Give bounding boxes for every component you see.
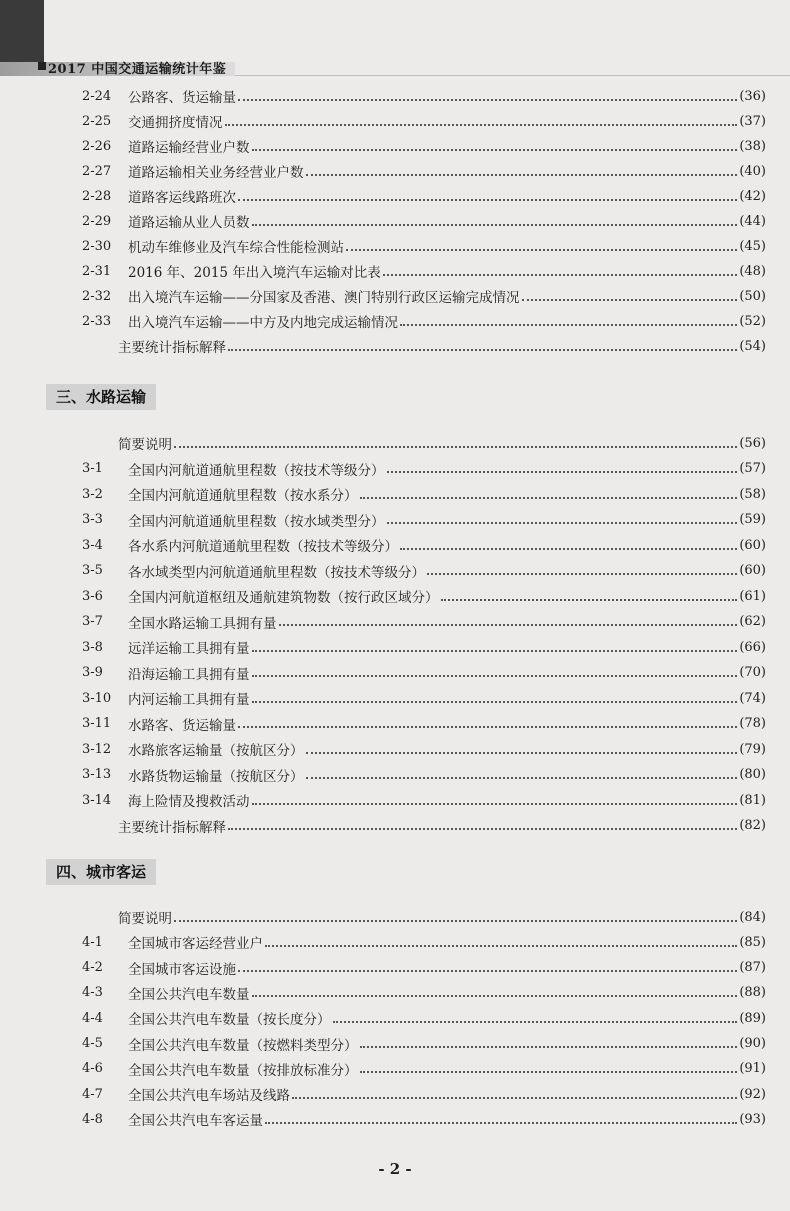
toc-entry[interactable] [82, 1007, 766, 1029]
toc-entry-title: 出入境汽车运输——分国家及香港、澳门特别行政区运输完成情况 [128, 290, 520, 306]
toc-entry[interactable] [82, 1083, 766, 1105]
toc-entry-number: 2-33 [82, 313, 112, 329]
dot-leader [265, 1121, 737, 1124]
toc-entry-title: 全国水路运输工具拥有量 [128, 615, 277, 632]
toc-entry-page: (42) [739, 188, 766, 204]
toc-entry-number: 2-27 [82, 163, 112, 179]
toc-entry[interactable] [82, 1033, 766, 1055]
toc-entry-page: (59) [739, 512, 766, 527]
toc-entry-page: (89) [739, 1010, 766, 1026]
toc-entry-page: (52) [739, 313, 766, 329]
toc-entry-title: 道路运输经营业户数 [128, 140, 250, 156]
toc-entry-title: 全国城市客运设施 [128, 961, 236, 978]
toc-entry-title: 全国内河航道通航里程数（按水域类型分） [128, 513, 385, 530]
toc-entry[interactable] [82, 713, 766, 735]
toc-entry-page: (62) [739, 614, 766, 629]
toc-entry[interactable] [82, 687, 766, 709]
toc-entry-number: 3-13 [82, 767, 112, 782]
toc-entry-title: 简要说明 [118, 437, 172, 453]
toc-entry-number: 2-29 [82, 213, 112, 229]
toc-entry-number: 3-8 [82, 639, 103, 655]
toc-entry[interactable] [82, 235, 766, 257]
toc-entry-title: 全国公共汽电车数量（按长度分） [128, 1012, 331, 1029]
toc-entry[interactable] [82, 662, 766, 684]
toc-entry-title: 交通拥挤度情况 [128, 115, 223, 131]
dot-leader [306, 776, 738, 779]
toc-entry-title: 全国公共汽电车数量（按燃料类型分） [128, 1037, 358, 1054]
toc-entry[interactable] [82, 483, 766, 505]
toc-entry[interactable] [82, 210, 766, 232]
dot-leader [360, 1070, 738, 1073]
toc-entry-title: 公路客、货运输量 [128, 90, 236, 106]
toc-entry-number: 2-28 [82, 188, 112, 204]
toc-entry-page: (74) [739, 690, 766, 706]
toc-entry-number: 3-3 [82, 512, 103, 527]
toc-entry-number: 2-25 [82, 113, 112, 129]
toc-entry[interactable] [82, 185, 766, 207]
dot-leader [441, 598, 738, 601]
toc-entry[interactable] [82, 931, 766, 953]
dot-leader [228, 827, 737, 830]
dot-leader [252, 674, 738, 677]
dot-leader [522, 298, 738, 301]
toc-entry-number: 4-8 [82, 1111, 103, 1127]
toc-entry-title: 各水域类型内河航道通航里程数（按技术等级分） [128, 564, 425, 581]
toc-entry-number: 3-2 [82, 486, 103, 502]
toc-entry-title: 远洋运输工具拥有量 [128, 641, 250, 657]
toc-entry-title: 各水系内河航道通航里程数（按技术等级分） [128, 539, 398, 555]
toc-entry-number: 3-6 [82, 588, 103, 604]
dot-leader [238, 198, 737, 201]
dot-leader [174, 445, 737, 448]
toc-entry[interactable] [82, 135, 766, 157]
dot-leader [427, 572, 737, 575]
toc-entry-page: (50) [739, 288, 766, 304]
toc-entry-number: 2-26 [82, 138, 112, 154]
toc-entry-title: 全国公共汽电车数量（按排放标准分） [128, 1062, 358, 1079]
toc-entry[interactable] [82, 110, 766, 132]
toc-entry[interactable] [82, 335, 766, 357]
dot-leader [387, 470, 738, 473]
dot-leader [400, 547, 737, 550]
toc-entry[interactable] [82, 85, 766, 107]
dot-leader [387, 521, 738, 524]
toc-entry-number: 3-5 [82, 563, 103, 578]
toc-entry-page: (45) [739, 238, 766, 254]
toc-entry-number: 3-4 [82, 537, 103, 553]
toc-entry[interactable] [82, 764, 766, 786]
toc-entry-page: (61) [739, 588, 766, 604]
toc-entry-number: 4-6 [82, 1061, 103, 1077]
toc-entry-page: (79) [739, 741, 766, 757]
toc-entry-title: 水路旅客运输量（按航区分） [128, 743, 304, 759]
toc-entry[interactable] [82, 1108, 766, 1130]
toc-entry-page: (66) [739, 639, 766, 655]
dot-leader [252, 700, 738, 703]
dot-leader [238, 969, 737, 972]
toc-entry-page: (70) [739, 665, 766, 680]
dot-leader [252, 649, 738, 652]
dot-leader [252, 148, 738, 151]
toc-entry-title: 全国公共汽电车数量 [128, 986, 250, 1003]
toc-entry[interactable] [82, 982, 766, 1004]
toc-entry-number: 2-24 [82, 88, 112, 104]
toc-entry-title: 海上险情及搜救活动 [128, 794, 250, 810]
toc-entry-number: 3-14 [82, 792, 112, 808]
toc-entry-page: (58) [739, 486, 766, 502]
dot-leader [306, 173, 738, 176]
dot-leader [252, 223, 738, 226]
dot-leader [383, 273, 738, 276]
toc-entry-title: 道路运输相关业务经营业户数 [128, 165, 304, 181]
toc-entry-title: 机动车维修业及汽车综合性能检测站 [128, 240, 344, 256]
toc-entry-title: 全国内河航道枢纽及通航建筑物数（按行政区域分） [128, 590, 439, 606]
toc-entry[interactable] [82, 611, 766, 633]
toc-entry-title: 内河运输工具拥有量 [128, 692, 250, 708]
toc-entry-page: (40) [739, 163, 766, 179]
page-number: - 2 - [378, 1160, 412, 1178]
toc-entry-number: 3-11 [82, 716, 112, 731]
dot-leader [279, 623, 738, 626]
toc-entry-title: 道路客运线路班次 [128, 190, 236, 206]
toc-entry-page: (37) [739, 113, 766, 129]
toc-entry-page: (84) [739, 909, 766, 925]
toc-entry-title: 全国公共汽电车客运量 [128, 1113, 263, 1130]
toc-entry-title: 主要统计指标解释 [118, 340, 226, 356]
toc-entry-page: (90) [739, 1036, 766, 1051]
dot-leader [346, 248, 737, 251]
toc-entry-page: (60) [739, 563, 766, 578]
dot-leader [292, 1096, 737, 1099]
dot-leader [306, 751, 738, 754]
toc-entry-page: (57) [739, 461, 766, 476]
dot-leader [252, 994, 738, 997]
toc-entry-number: 2-31 [82, 263, 112, 279]
toc-entry-page: (54) [739, 338, 766, 354]
toc-entry-title: 全国公共汽电车场站及线路 [128, 1088, 290, 1105]
toc-entry-number: 4-7 [82, 1086, 103, 1102]
header-divider [235, 75, 790, 76]
toc-entry[interactable] [82, 310, 766, 332]
toc-entry[interactable] [82, 585, 766, 607]
toc-entry[interactable] [82, 1058, 766, 1080]
toc-entry[interactable] [82, 957, 766, 979]
toc-entry[interactable] [82, 285, 766, 307]
toc-entry-title: 简要说明 [118, 911, 172, 927]
toc-entry[interactable] [82, 636, 766, 658]
header-square-icon [38, 62, 46, 70]
toc-entry-page: (91) [739, 1061, 766, 1077]
toc-entry-number: 4-4 [82, 1010, 103, 1026]
dot-leader [400, 323, 737, 326]
toc-entry-page: (80) [739, 767, 766, 782]
toc-entry-number: 3-7 [82, 614, 103, 629]
toc-entry-page: (56) [739, 435, 766, 451]
toc-entry-page: (82) [739, 818, 766, 833]
dot-leader [238, 98, 737, 101]
toc-entry-number: 3-12 [82, 741, 112, 757]
dot-leader [360, 496, 738, 499]
toc-entry-title: 水路货物运输量（按航区分） [128, 768, 304, 785]
toc-entry-number: 4-3 [82, 985, 103, 1001]
section-heading-waterway: 三、水路运输 [46, 384, 156, 410]
toc-entry-title: 全国城市客运经营业户 [128, 936, 263, 953]
toc-entry[interactable] [82, 458, 766, 480]
toc-entry-number: 2-30 [82, 238, 112, 254]
toc-entry[interactable] [82, 534, 766, 556]
toc-entry-page: (48) [739, 263, 766, 279]
toc-entry-number: 3-10 [82, 690, 112, 706]
running-header-title: 2017 中国交通运输统计年鉴 [48, 62, 227, 77]
toc-entry-number: 4-2 [82, 960, 103, 976]
toc-entry-page: (93) [739, 1111, 766, 1127]
toc-entry-page: (85) [739, 934, 766, 950]
toc-entry-title: 水路客、货运输量 [128, 717, 236, 734]
toc-entry-page: (87) [739, 960, 766, 976]
header-bar [0, 0, 44, 64]
toc-entry-page: (92) [739, 1086, 766, 1102]
toc-entry[interactable] [82, 906, 766, 928]
toc-entry-page: (38) [739, 138, 766, 154]
toc-entry-number: 3-1 [82, 461, 103, 476]
toc-entry-title: 2016 年、2015 年出入境汽车运输对比表 [128, 265, 381, 281]
dot-leader [174, 919, 737, 922]
dot-leader [228, 348, 737, 351]
toc-entry[interactable] [82, 738, 766, 760]
toc-entry-title: 全国内河航道通航里程数（按技术等级分） [128, 462, 385, 479]
toc-entry-page: (88) [739, 985, 766, 1001]
toc-entry[interactable] [82, 509, 766, 531]
dot-leader [265, 944, 737, 947]
toc-entry-title: 道路运输从业人员数 [128, 215, 250, 231]
toc-entry-page: (36) [739, 88, 766, 104]
dot-leader [252, 802, 738, 805]
toc-entry-title: 沿海运输工具拥有量 [128, 666, 250, 683]
toc-entry-page: (78) [739, 716, 766, 731]
toc-entry-number: 4-5 [82, 1036, 103, 1051]
toc-entry[interactable] [82, 260, 766, 282]
toc-entry[interactable] [82, 815, 766, 837]
toc-entry-page: (81) [739, 792, 766, 808]
toc-entry-page: (60) [739, 537, 766, 553]
toc-entry-number: 3-9 [82, 665, 103, 680]
toc-entry-number: 4-1 [82, 934, 103, 950]
toc-entry[interactable] [82, 789, 766, 811]
dot-leader [225, 123, 738, 126]
toc-entry[interactable] [82, 160, 766, 182]
toc-entry[interactable] [82, 432, 766, 454]
toc-entry-number: 2-32 [82, 288, 112, 304]
toc-entry-title: 全国内河航道通航里程数（按水系分） [128, 488, 358, 504]
toc-entry-page: (44) [739, 213, 766, 229]
toc-entry-title: 主要统计指标解释 [118, 819, 226, 836]
toc-entry-title: 出入境汽车运输——中方及内地完成运输情况 [128, 315, 398, 331]
toc-entry[interactable] [82, 560, 766, 582]
section-heading-urban-transit: 四、城市客运 [46, 859, 156, 885]
dot-leader [333, 1020, 738, 1023]
dot-leader [238, 725, 737, 728]
dot-leader [360, 1045, 738, 1048]
